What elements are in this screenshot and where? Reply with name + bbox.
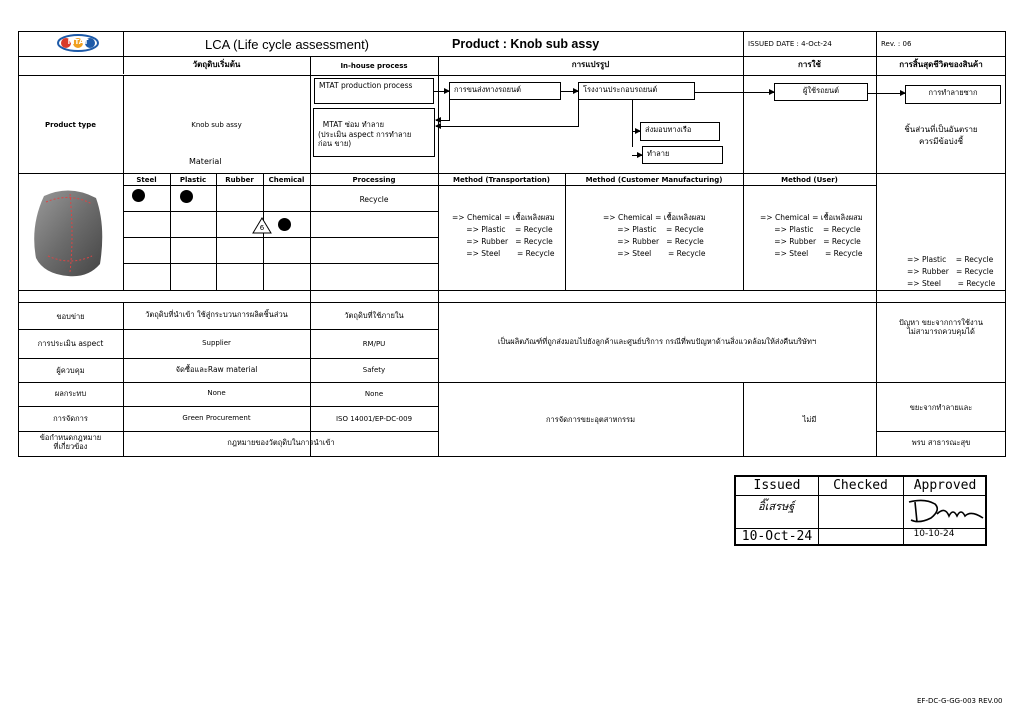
approval-header-approved: Approved (913, 478, 977, 493)
issued-signature: อิ๊เสรษฐ์ (758, 500, 795, 513)
law-value: กฎหมายของวัตถุดิบในการนำเข้า (227, 438, 335, 447)
factory-box (578, 82, 695, 100)
scope-label: ขอบข่าย (56, 312, 85, 321)
eol-waste: ขยะจากทำลายและ (909, 403, 973, 412)
col-raw-material: วัตถุดิบเริ่มต้น (192, 60, 241, 69)
document-code: EF-DC-G-GG-003 REV.00 (917, 697, 1003, 705)
scope-value: วัตถุดิบที่นำเข้า ใช้สู่กระบวนการผลิตชิ้นส่วน (145, 310, 288, 319)
manage-value: Green Procurement (182, 414, 251, 422)
mtat-repair-text: MTAT ซ่อม ทำลาย (ประเมิน aspect การทำลาย ก่อน ขาย) (318, 120, 412, 149)
method-transport-text: => Chemical = เชื้อเพลิงผสม => Plastic = Recycle => Rubber = Recycle => Steel = Recycle (452, 213, 555, 258)
arrow-factory-return (436, 126, 578, 127)
col-end-of-life: การสิ้นสุดชีวิตของสินค้า (899, 60, 983, 69)
hazard-note: ชิ้นส่วนที่เป็นอันตราย ควรมีข้อบ่งชี้ (904, 125, 978, 146)
issued-date: ISSUED DATE : 4-Oct-24 (748, 40, 832, 48)
header-rubber: Rubber (225, 176, 254, 184)
use-none: ไม่มี (802, 415, 817, 424)
aspect-value-internal: RM/PU (362, 340, 386, 348)
destroy-text: ทำลาย (647, 149, 670, 158)
hazard-triangle-icon (252, 217, 272, 234)
chemical-marker (278, 218, 291, 231)
header-method-transport: Method (Transportation) (453, 176, 550, 184)
header-method-customer: Method (Customer Manufacturing) (585, 176, 723, 184)
law-label: ข้อกำหนดกฎหมาย ที่เกี่ยวข้อง (39, 433, 102, 451)
scope-value-internal: วัตถุดิบที่ใช้ภายใน (344, 311, 404, 320)
mtat-repair-box (313, 108, 435, 157)
destroy-box (642, 146, 723, 164)
arrow-to-ship (632, 131, 640, 132)
eol-problem: ปัญหา ขยะจากการใช้งาน ไม่สามารถควบคุมได้ (899, 318, 983, 336)
material-label: Material (189, 157, 222, 166)
arrow-transport-to-factory (561, 91, 578, 92)
mtat-production-text: MTAT production process (319, 81, 413, 90)
header-chemical: Chemical (268, 176, 305, 184)
product-title: Product : Knob sub assy (452, 37, 600, 51)
company-logo (56, 34, 100, 54)
header-steel: Steel (136, 176, 157, 184)
header-processing: Processing (352, 176, 396, 184)
impact-value-internal: None (364, 390, 384, 398)
triangle-label: 6 (259, 224, 265, 232)
page-title: LCA (Life cycle assessment) (205, 37, 370, 52)
arrow-factory-to-user (695, 92, 774, 93)
factory-text: โรงงานประกอบรถยนต์ (583, 85, 658, 94)
arrow-return-to-repair (436, 120, 450, 121)
arrow-user-to-scrap (868, 93, 905, 94)
eol-method-text: => Plastic = Recycle => Rubber = Recycle => Steel = Recycle (907, 255, 996, 288)
header-plastic: Plastic (179, 176, 207, 184)
aspect-value: Supplier (202, 339, 231, 347)
manage-value-internal: ISO 14001/EP-DC-009 (335, 415, 413, 423)
middle-statement: เป็นผลิตภัณฑ์ที่ถูกส่งมอบไปยังลูกค้าและศูนย์บริการ กรณีที่พบปัญหาด้านสิ่งแวดล้อมให้ส่งคืนบริษัทฯ (497, 337, 817, 346)
impact-label: ผลกระทบ (54, 389, 87, 398)
processing-value: Recycle (359, 195, 389, 204)
product-type-label: Product type (45, 121, 96, 129)
arrow-to-destroy (632, 155, 642, 156)
approved-signature-icon (905, 496, 985, 526)
impact-value: None (207, 389, 226, 397)
manage-label: การจัดการ (53, 414, 88, 423)
control-value-internal: Safety (362, 366, 386, 374)
product-name: Knob sub assy (191, 121, 242, 129)
method-user-text: => Chemical = เชื้อเพลิงผสม => Plastic = Recycle => Rubber = Recycle => Steel = Recycle (760, 213, 863, 258)
user-box (774, 83, 868, 101)
control-value: จัดซื้อและRaw material (175, 365, 258, 374)
scrap-box (905, 85, 1001, 104)
approval-header-issued: Issued (753, 478, 801, 493)
logo-text: MTAT (67, 38, 89, 46)
transport-box (449, 82, 561, 100)
transport-text: การขนส่งทางรถยนต์ (454, 85, 522, 94)
issued-date-value: 10-Oct-24 (741, 529, 813, 544)
approval-header-checked: Checked (833, 478, 888, 493)
col-inhouse: In-house process (340, 62, 408, 70)
steel-marker (132, 189, 145, 202)
col-processing: การแปรรูป (571, 60, 610, 69)
mtat-production-box (314, 78, 434, 104)
user-text: ผู้ใช้รถยนต์ (802, 86, 840, 95)
method-customer-text: => Chemical = เชื้อเพลิงผสม => Plastic = Recycle => Rubber = Recycle => Steel = Recycle (603, 213, 706, 258)
aspect-label: การประเมิน aspect (37, 339, 104, 348)
eol-law: พรบ สาธารณะสุข (911, 438, 971, 447)
scrap-text: การทำลายซาก (928, 88, 978, 97)
industrial-waste: การจัดการขยะอุตสาหกรรม (545, 415, 636, 424)
control-label: ผู้ควบคุม (56, 366, 85, 375)
col-use: การใช้ (798, 60, 821, 69)
plastic-marker (180, 190, 193, 203)
knob-image (30, 186, 108, 280)
approved-date-value: 10-10-24 (913, 529, 955, 539)
arrow-production-to-transport (434, 91, 449, 92)
header-method-user: Method (User) (781, 176, 838, 184)
ship-text: ส่งมอบทางเรือ (645, 125, 692, 134)
revision: Rev. : 06 (881, 40, 912, 48)
ship-box (640, 122, 720, 141)
